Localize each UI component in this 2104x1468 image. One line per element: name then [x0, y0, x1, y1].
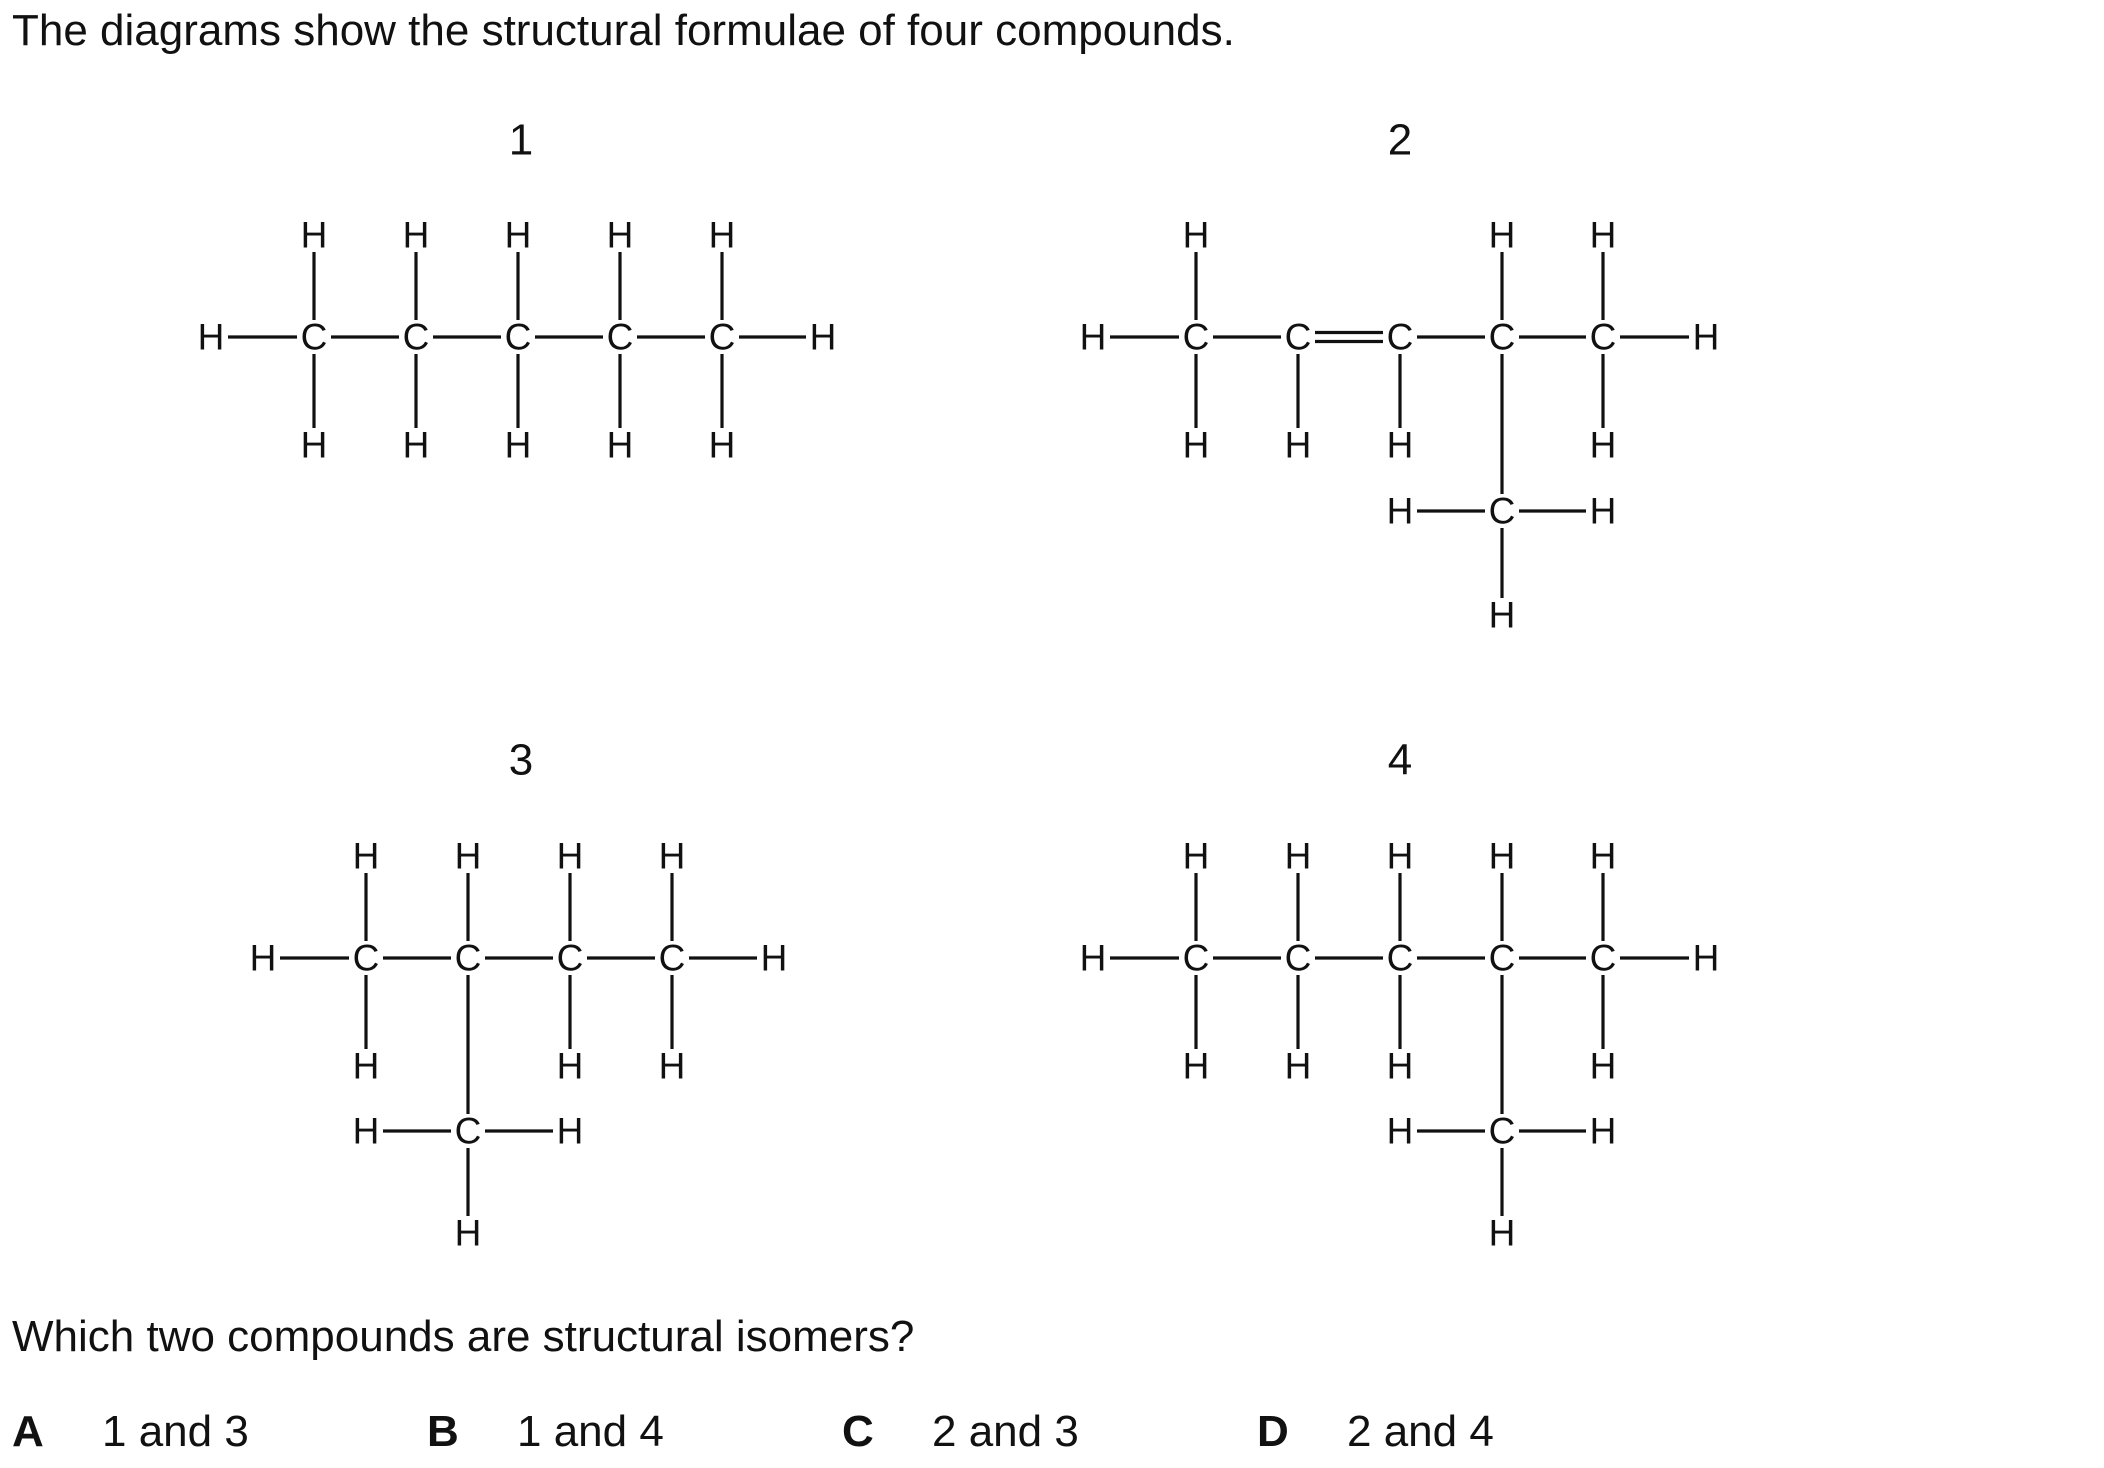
option-c-text[interactable]: 2 and 3: [932, 1407, 1079, 1456]
compound-1-carbon-atom: C: [504, 316, 532, 358]
question-prompt: Which two compounds are structural isomers?: [12, 1312, 915, 1361]
compound-1-hydrogen-atom: H: [402, 214, 430, 256]
option-b-letter[interactable]: B: [427, 1407, 459, 1456]
compound-1-hydrogen-atom: H: [809, 316, 837, 358]
compound-1-hydrogen-atom: H: [504, 424, 532, 466]
compound-2-carbon-atom: C: [1386, 316, 1414, 358]
compound-4-hydrogen-atom: H: [1182, 1045, 1210, 1087]
compound-2-hydrogen-atom: H: [1589, 490, 1617, 532]
compound-2-hydrogen-atom: H: [1182, 214, 1210, 256]
compound-3-number: 3: [508, 735, 534, 785]
compound-3-hydrogen-atom: H: [556, 1045, 584, 1087]
compound-3-carbon-atom: C: [658, 937, 686, 979]
compound-3-hydrogen-atom: H: [658, 835, 686, 877]
question-intro: The diagrams show the structural formulae of four compounds.: [12, 6, 1235, 55]
compound-4-hydrogen-atom: H: [1386, 1045, 1414, 1087]
compound-2-carbon-atom: C: [1488, 490, 1516, 532]
compound-3-hydrogen-atom: H: [454, 835, 482, 877]
option-b-text[interactable]: 1 and 4: [517, 1407, 664, 1456]
compound-4-carbon-atom: C: [1589, 937, 1617, 979]
compound-3-carbon-atom: C: [352, 937, 380, 979]
option-d-text[interactable]: 2 and 4: [1347, 1407, 1494, 1456]
compound-2-carbon-atom: C: [1182, 316, 1210, 358]
option-a-text[interactable]: 1 and 3: [102, 1407, 249, 1456]
compound-2-hydrogen-atom: H: [1079, 316, 1107, 358]
compound-4-carbon-atom: C: [1182, 937, 1210, 979]
option-d-letter[interactable]: D: [1257, 1407, 1289, 1456]
compound-4-hydrogen-atom: H: [1692, 937, 1720, 979]
compound-3-hydrogen-atom: H: [352, 1110, 380, 1152]
compound-4-hydrogen-atom: H: [1386, 835, 1414, 877]
compound-4-hydrogen-atom: H: [1386, 1110, 1414, 1152]
compound-2-hydrogen-atom: H: [1386, 424, 1414, 466]
compound-4-hydrogen-atom: H: [1488, 1212, 1516, 1254]
compound-1-hydrogen-atom: H: [300, 214, 328, 256]
compound-1-carbon-atom: C: [402, 316, 430, 358]
compound-1-hydrogen-atom: H: [197, 316, 225, 358]
compound-2-hydrogen-atom: H: [1488, 214, 1516, 256]
compound-4-hydrogen-atom: H: [1589, 835, 1617, 877]
compound-4-carbon-atom: C: [1284, 937, 1312, 979]
compound-1-hydrogen-atom: H: [402, 424, 430, 466]
compound-3-hydrogen-atom: H: [556, 1110, 584, 1152]
compound-1-hydrogen-atom: H: [708, 214, 736, 256]
compound-3-carbon-atom: C: [556, 937, 584, 979]
option-a-letter[interactable]: A: [12, 1407, 44, 1456]
compound-4-carbon-atom: C: [1488, 937, 1516, 979]
compound-3-hydrogen-atom: H: [352, 835, 380, 877]
compound-3-hydrogen-atom: H: [352, 1045, 380, 1087]
compound-3-hydrogen-atom: H: [760, 937, 788, 979]
compound-1-carbon-atom: C: [708, 316, 736, 358]
compound-4-carbon-atom: C: [1488, 1110, 1516, 1152]
compound-3-hydrogen-atom: H: [556, 835, 584, 877]
compound-4-hydrogen-atom: H: [1488, 835, 1516, 877]
compound-3-hydrogen-atom: H: [454, 1212, 482, 1254]
compound-2-hydrogen-atom: H: [1589, 424, 1617, 466]
compound-4-hydrogen-atom: H: [1589, 1110, 1617, 1152]
compound-2-hydrogen-atom: H: [1182, 424, 1210, 466]
compound-2-hydrogen-atom: H: [1589, 214, 1617, 256]
compound-4-hydrogen-atom: H: [1079, 937, 1107, 979]
compound-4-carbon-atom: C: [1386, 937, 1414, 979]
compound-3-hydrogen-atom: H: [249, 937, 277, 979]
compound-2-carbon-atom: C: [1589, 316, 1617, 358]
compound-4-number: 4: [1387, 735, 1413, 785]
compound-2-hydrogen-atom: H: [1488, 594, 1516, 636]
compound-1-hydrogen-atom: H: [606, 214, 634, 256]
compound-4-hydrogen-atom: H: [1284, 835, 1312, 877]
compound-2-number: 2: [1387, 115, 1413, 165]
compound-4-hydrogen-atom: H: [1589, 1045, 1617, 1087]
compound-1-number: 1: [508, 115, 534, 165]
compound-1-hydrogen-atom: H: [606, 424, 634, 466]
compound-1-carbon-atom: C: [606, 316, 634, 358]
compound-4-hydrogen-atom: H: [1182, 835, 1210, 877]
compound-2-hydrogen-atom: H: [1386, 490, 1414, 532]
compound-2-carbon-atom: C: [1488, 316, 1516, 358]
compound-3-carbon-atom: C: [454, 1110, 482, 1152]
compound-1-hydrogen-atom: H: [300, 424, 328, 466]
compound-2-hydrogen-atom: H: [1284, 424, 1312, 466]
compound-1-carbon-atom: C: [300, 316, 328, 358]
compound-1-hydrogen-atom: H: [504, 214, 532, 256]
compound-1-hydrogen-atom: H: [708, 424, 736, 466]
option-c-letter[interactable]: C: [842, 1407, 874, 1456]
compound-3-carbon-atom: C: [454, 937, 482, 979]
compound-2-hydrogen-atom: H: [1692, 316, 1720, 358]
compound-4-hydrogen-atom: H: [1284, 1045, 1312, 1087]
compound-2-carbon-atom: C: [1284, 316, 1312, 358]
compound-3-hydrogen-atom: H: [658, 1045, 686, 1087]
